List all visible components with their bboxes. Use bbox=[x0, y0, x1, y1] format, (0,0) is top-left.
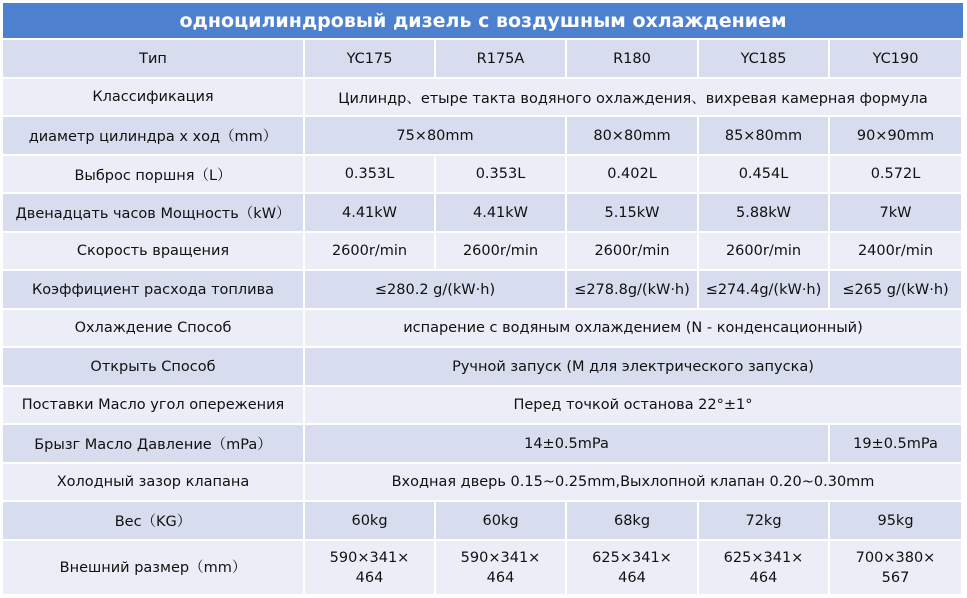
value-cell: 95kg bbox=[830, 502, 963, 541]
value-cell: 80×80mm bbox=[567, 117, 699, 156]
table-row-fuel-consumption bbox=[3, 271, 963, 310]
value-cell bbox=[436, 541, 567, 596]
value-cell: 0.454L bbox=[699, 156, 830, 194]
value-cell: 0.572L bbox=[830, 156, 963, 194]
value-cell: 2400r/min bbox=[830, 233, 963, 271]
row-label: Холодный зазор клапана bbox=[3, 464, 305, 502]
row-label: Выброс поршня（L） bbox=[3, 156, 305, 194]
value-cell bbox=[567, 541, 699, 596]
model-cell: R180 bbox=[567, 40, 699, 79]
spec-table bbox=[3, 40, 963, 596]
dimension-line-2: 464 bbox=[749, 569, 778, 586]
value-cell: 90×90mm bbox=[830, 117, 963, 156]
dimension-line-1: 700×380× bbox=[855, 549, 936, 566]
value-cell: 2600r/min bbox=[567, 233, 699, 271]
value-cell: 68kg bbox=[567, 502, 699, 541]
dimension-line-2: 464 bbox=[618, 569, 646, 586]
dimension-line-1: 625×341× bbox=[723, 549, 804, 566]
value-cell: 4.41kW bbox=[436, 194, 567, 233]
value-cell: испарение с водяным охлаждением (N - конденсационный) bbox=[305, 310, 963, 348]
row-label: диаметр цилиндра х ход（mm） bbox=[3, 117, 305, 156]
table-row-speed bbox=[3, 233, 963, 271]
value-cell: 0.402L bbox=[567, 156, 699, 194]
value-cell: 72kg bbox=[699, 502, 830, 541]
dimension-line-1: 590×341× bbox=[460, 549, 541, 566]
table-row-dimensions bbox=[3, 541, 963, 596]
row-label: Брызг Масло Давление（mPa） bbox=[3, 425, 305, 464]
value-cell bbox=[305, 541, 436, 596]
row-label: Коэффициент расхода топлива bbox=[3, 271, 305, 310]
row-label: Вес（KG） bbox=[3, 502, 305, 541]
table-row-displacement bbox=[3, 156, 963, 194]
row-label: Скорость вращения bbox=[3, 233, 305, 271]
dimension-line-2: 567 bbox=[881, 569, 910, 586]
value-cell: 0.353L bbox=[436, 156, 567, 194]
row-label: Открыть Способ bbox=[3, 348, 305, 387]
value-cell: 0.353L bbox=[305, 156, 436, 194]
value-cell: 4.41kW bbox=[305, 194, 436, 233]
row-label: Классификация bbox=[3, 79, 305, 117]
value-cell: 5.88kW bbox=[699, 194, 830, 233]
table-row-type bbox=[3, 40, 963, 79]
value-cell: ≤274.4g/(kW·h) bbox=[699, 271, 830, 310]
value-cell: Входная дверь 0.15~0.25mm,Выхлопной клапан 0.20~0.30mm bbox=[305, 464, 963, 502]
value-cell: 75×80mm bbox=[305, 117, 567, 156]
row-label: Тип bbox=[3, 40, 305, 79]
table-row-classification bbox=[3, 79, 963, 117]
value-cell: 5.15kW bbox=[567, 194, 699, 233]
table-row-start bbox=[3, 348, 963, 387]
value-cell bbox=[830, 541, 963, 596]
table-row-power bbox=[3, 194, 963, 233]
table-row-cooling bbox=[3, 310, 963, 348]
value-cell: 2600r/min bbox=[699, 233, 830, 271]
value-cell: ≤280.2 g/(kW·h) bbox=[305, 271, 567, 310]
dimension-line-2: 464 bbox=[486, 569, 515, 586]
model-cell: YC190 bbox=[830, 40, 963, 79]
row-label: Внешний размер（mm） bbox=[3, 541, 305, 596]
row-label: Двенадцать часов Мощность（kW） bbox=[3, 194, 305, 233]
model-cell: YC175 bbox=[305, 40, 436, 79]
dimension-line-1: 590×341× bbox=[329, 549, 410, 566]
table-row-injection-timing bbox=[3, 387, 963, 425]
row-label: Поставки Масло угол опережения bbox=[3, 387, 305, 425]
dimension-line-2: 464 bbox=[355, 569, 384, 586]
table-row-injection-pressure bbox=[3, 425, 963, 464]
value-cell: Цилиндр、етыре такта водяного охлаждения、вихревая камерная формула bbox=[305, 79, 963, 117]
value-cell: Перед точкой останова 22°±1° bbox=[305, 387, 963, 425]
value-cell: ≤265 g/(kW·h) bbox=[830, 271, 963, 310]
dimension-line-1: 625×341× bbox=[592, 549, 672, 566]
value-cell: 7kW bbox=[830, 194, 963, 233]
model-cell: R175A bbox=[436, 40, 567, 79]
value-cell: 14±0.5mPa bbox=[305, 425, 830, 464]
table-row-valve-clearance bbox=[3, 464, 963, 502]
table-title: одноцилиндровый дизель с воздушным охлаждением bbox=[3, 3, 963, 38]
table-row-bore-stroke bbox=[3, 117, 963, 156]
value-cell: 2600r/min bbox=[305, 233, 436, 271]
table-row-weight bbox=[3, 502, 963, 541]
value-cell: 19±0.5mPa bbox=[830, 425, 963, 464]
value-cell: 85×80mm bbox=[699, 117, 830, 156]
value-cell: 60kg bbox=[305, 502, 436, 541]
row-label: Охлаждение Способ bbox=[3, 310, 305, 348]
value-cell bbox=[699, 541, 830, 596]
value-cell: 2600r/min bbox=[436, 233, 567, 271]
value-cell: 60kg bbox=[436, 502, 567, 541]
model-cell: YC185 bbox=[699, 40, 830, 79]
value-cell: ≤278.8g/(kW·h) bbox=[567, 271, 699, 310]
value-cell: Ручной запуск (M для электрического запуска) bbox=[305, 348, 963, 387]
